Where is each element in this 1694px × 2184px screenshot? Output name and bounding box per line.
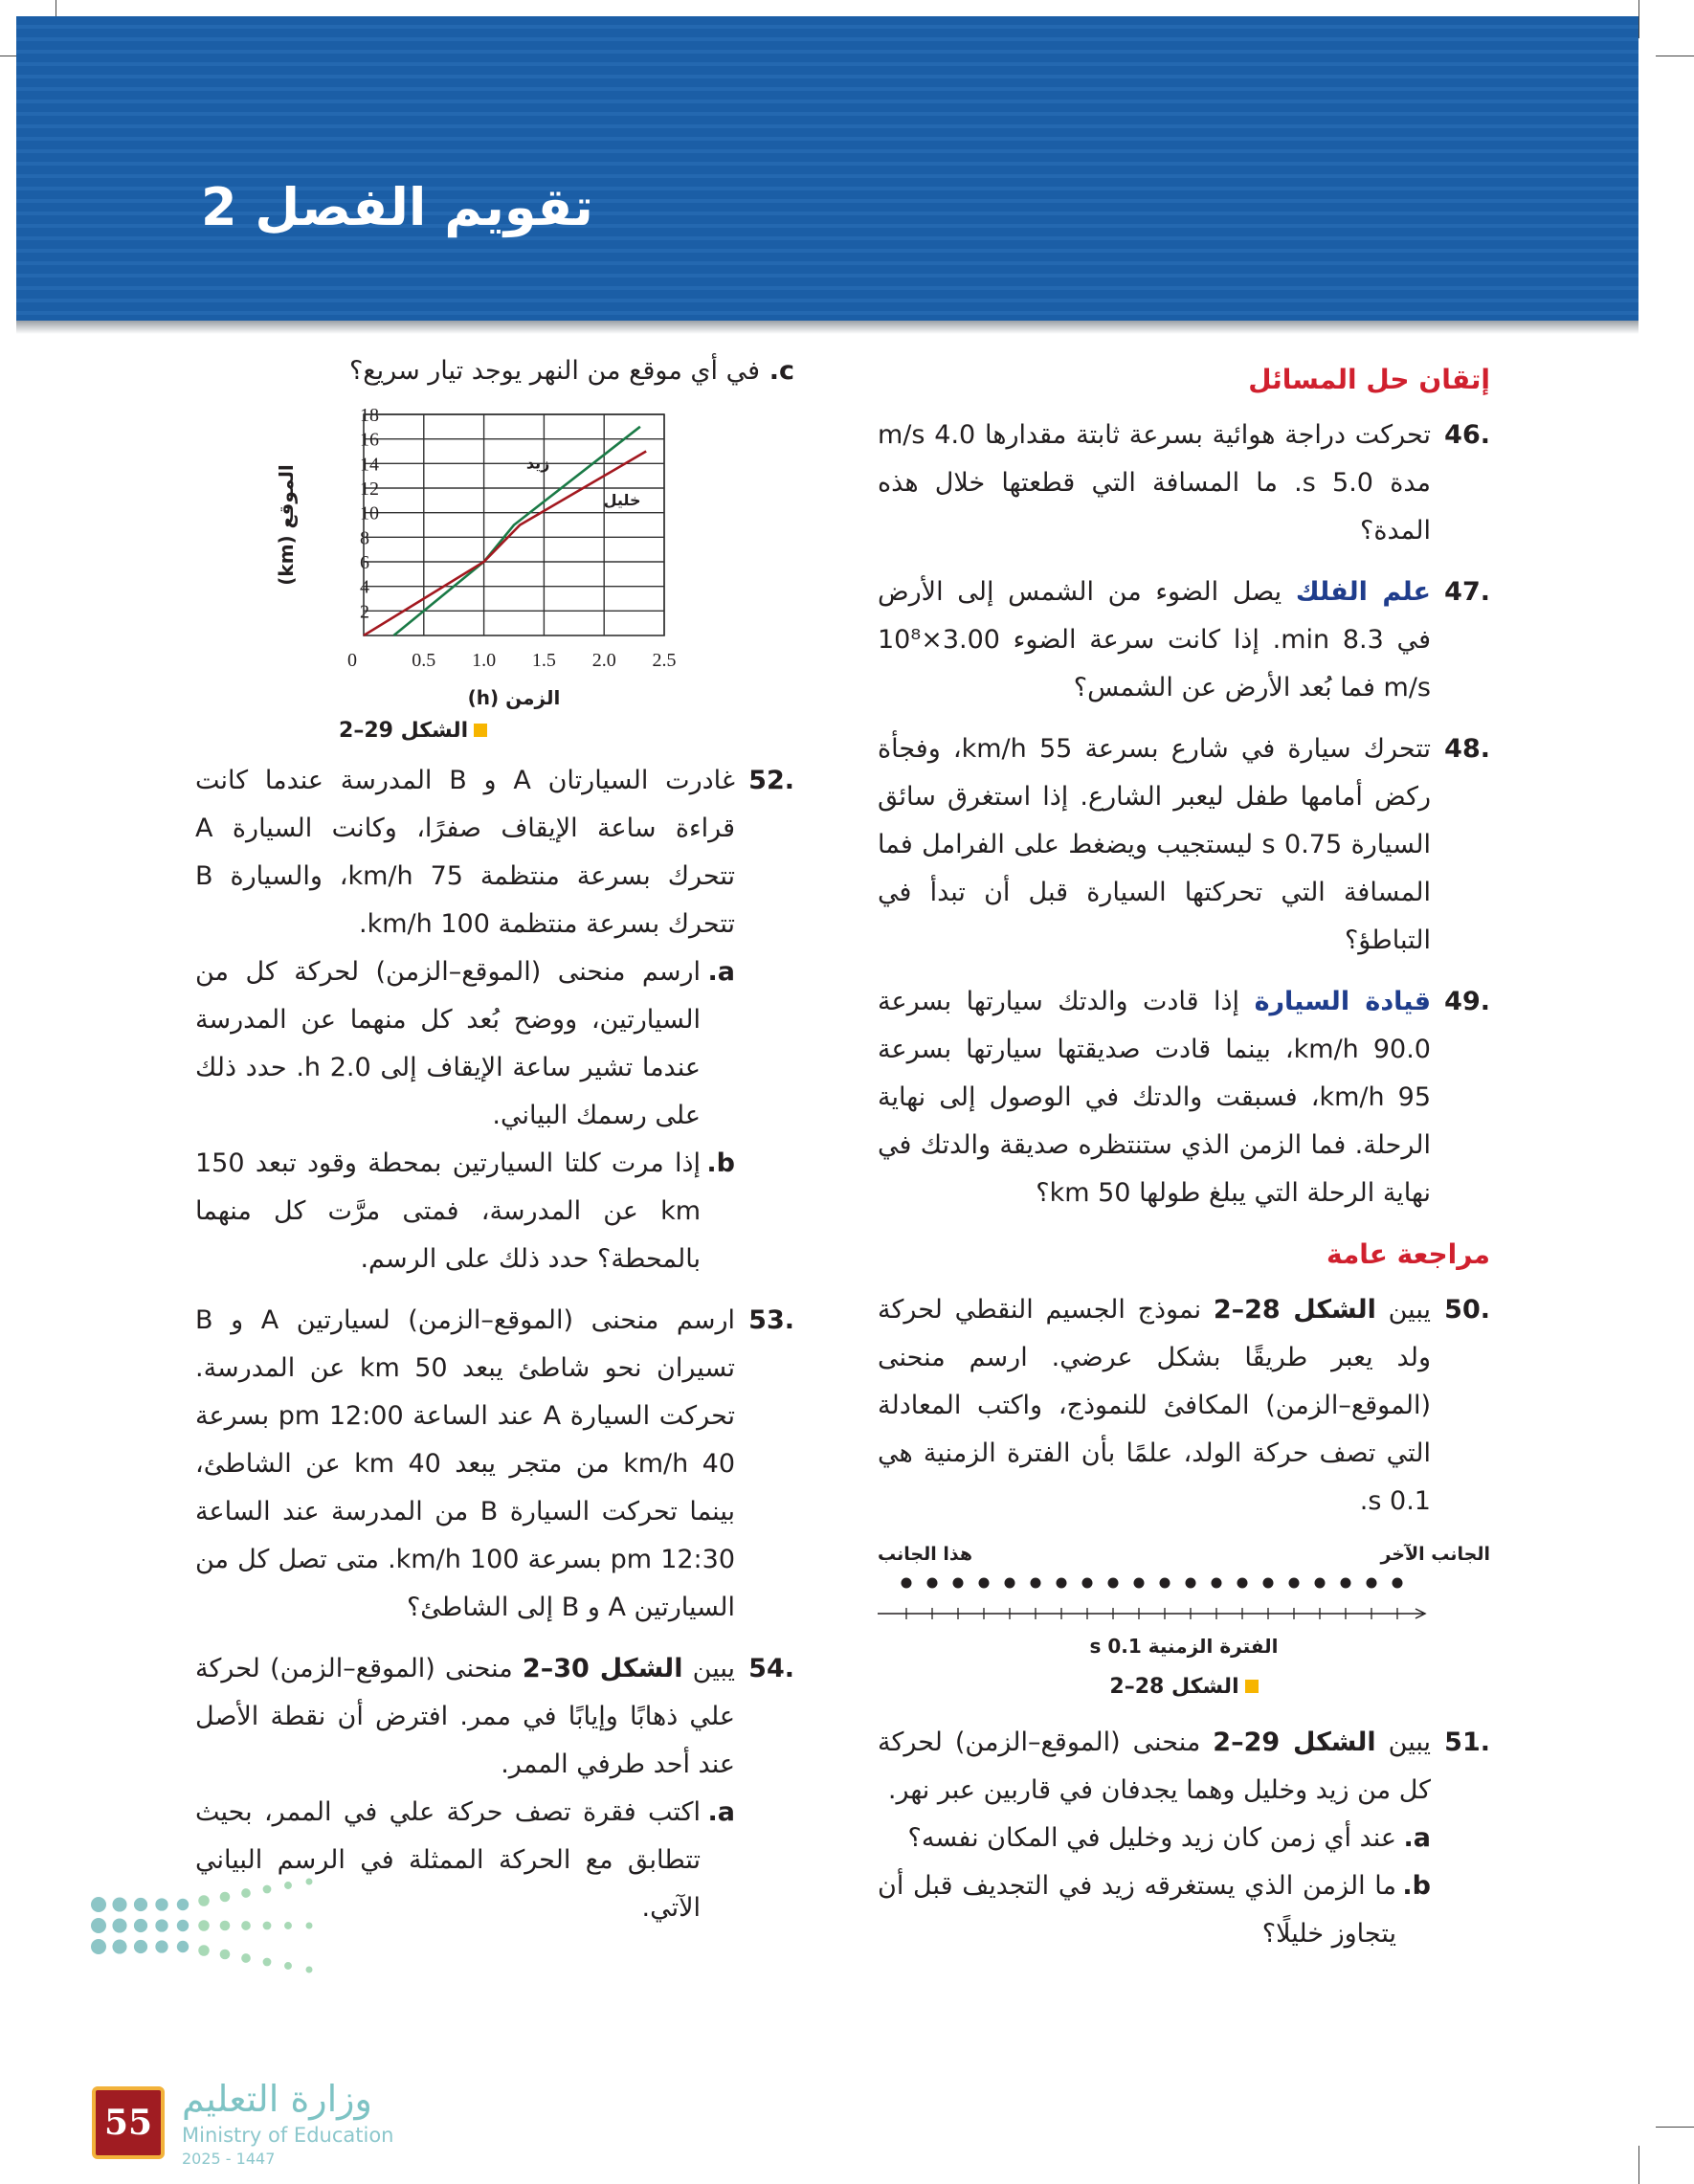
position-dot <box>1393 1578 1403 1589</box>
logo-dot <box>220 1950 231 1960</box>
sub-label: a. <box>1403 1823 1431 1853</box>
logo-dot <box>241 1953 251 1963</box>
question-number: 50. <box>1444 1295 1490 1325</box>
position-dot <box>953 1578 964 1589</box>
sub-label: b. <box>706 1148 735 1178</box>
question-number: 51. <box>1444 1727 1490 1757</box>
question-body: يبين <box>1375 1295 1431 1325</box>
position-dot <box>1057 1578 1067 1589</box>
fig28-right-label: الجانب الآخر <box>1380 1544 1490 1565</box>
fig28-interval-label: الفترة الزمنية 0.1 s <box>1089 1635 1279 1658</box>
question-text <box>878 1719 1490 1815</box>
logo-dot <box>112 1939 126 1953</box>
question-body: نموذج الجسيم النقطي لحركة ولد يعبر طريقًا بشكل عرضي. ارسم منحنى (الموقع–الزمن) المكافئ للنموذج، واكتب المعادلة التي تصف حركة الولد، علمًا بأن الفترة الزمنية هي 0.1 s. <box>878 1295 1431 1516</box>
sub-text: إذا مرت كلتا السيارتين بمحطة وقود تبعد 150 km عن المدرسة، فمتى مرَّت كل منهما بالمحطة؟ حدد ذلك على الرسم. <box>195 1148 701 1274</box>
fig28-labels <box>878 1541 1490 1568</box>
question-52a <box>195 948 794 1140</box>
sub-label: a. <box>707 1797 735 1827</box>
y-tick-label: 8 <box>360 527 369 549</box>
y-tick-label: 4 <box>360 576 369 598</box>
x-axis-label: الزمن (h) <box>467 686 561 709</box>
header-shadow <box>16 321 1638 334</box>
sub-label: a. <box>707 957 735 987</box>
position-dot <box>1237 1578 1248 1589</box>
position-dot <box>979 1578 990 1589</box>
question-body: منحنى (الموقع–الزمن) لحركة علي ذهابًا وإيابًا في ممر. افترض أن نقطة الأصل عند أحد طرفي الممر. <box>195 1654 735 1779</box>
question-body: يصل الضوء من الشمس إلى الأرض في 8.3 min. إذا كانت سرعة الضوء 3.00×10⁸ m/s فما بُعد الأرض عن الشمس؟ <box>878 577 1431 702</box>
chapter-header-band <box>16 16 1638 321</box>
logo-dot <box>112 1897 126 1911</box>
question-51a <box>878 1815 1490 1862</box>
logo-dot <box>177 1941 189 1952</box>
logo-dot <box>91 1918 106 1933</box>
question-text <box>195 1645 794 1789</box>
question-text: تتحرك سيارة في شارع بسرعة 55 km/h، وفجأة ركض أمامها طفل ليعبر الشارع. إذا استغرق سائق السيارة 0.75 s ليستجيب ويضغط على الفرامل فما المسافة التي تحركتها السيارة قبل أن تبدأ في التباطؤ؟ <box>878 734 1431 955</box>
logo-dot <box>177 1899 189 1910</box>
position-dot <box>1186 1578 1196 1589</box>
x-tick-label: 0 <box>347 650 357 671</box>
crop-mark <box>1638 0 1639 38</box>
ministry-name-arabic: وزارة التعليم <box>182 2078 372 2120</box>
position-dot <box>1341 1578 1351 1589</box>
logo-dot <box>134 1919 147 1932</box>
question-49 <box>878 978 1490 1217</box>
page-title: تقويم الفصل 2 <box>201 177 593 237</box>
question-50 <box>878 1286 1490 1526</box>
figure-reference: الشكل 28–2 <box>1213 1295 1376 1325</box>
question-body: منحنى (الموقع–الزمن) لحركة كل من زيد وخليل وهما يجدفان في قاربين عبر نهر. <box>878 1727 1431 1805</box>
question-53 <box>195 1297 794 1632</box>
section-heading-general-review: مراجعة عامة <box>1326 1238 1490 1270</box>
x-tick-label: 2.0 <box>591 650 616 671</box>
question-number: 52. <box>748 766 794 795</box>
logo-dot <box>155 1940 167 1952</box>
logo-dot <box>284 1962 292 1970</box>
position-dot <box>1289 1578 1300 1589</box>
question-body: يبين <box>1375 1727 1432 1757</box>
position-dot <box>1031 1578 1041 1589</box>
sub-label: b. <box>1402 1871 1431 1901</box>
logo-dot <box>198 1945 210 1956</box>
question-54 <box>195 1645 794 1932</box>
sub-text: ما الزمن الذي يستغرقه زيد في التجديف قبل أن يتجاوز خليلًا؟ <box>878 1871 1396 1949</box>
question-52 <box>195 757 794 1283</box>
question-51b <box>878 1862 1490 1958</box>
question-text <box>878 978 1490 1217</box>
x-tick-label: 1.5 <box>531 650 556 671</box>
question-text: ارسم منحنى (الموقع–الزمن) لسيارتين A و B تسيران نحو شاطئ يبعد 50 km عن المدرسة. تحركت السيارة A عند الساعة 12:00 pm بسرعة 40 km/h من متجر يبعد 40 km عن الشاطئ، بينما تحركت السيارة B من المدرسة عند الساعة 12:30 pm بسرعة 100 km/h. متى تصل كل من السيارتين A و B إلى الشاطئ؟ <box>195 1305 736 1622</box>
question-46 <box>878 412 1490 555</box>
question-body: إذا قادت والدتك سيارتها بسرعة 90.0 km/h، بينما قادت صديقتها سيارتها بسرعة 95 km/h، فسبقت والدتك في الوصول إلى نهاية الرحلة. فما الزمن الذي ستنتظره صديقة والدتك في نهاية الرحلة التي يبلغ طولها 50 km؟ <box>878 987 1431 1208</box>
logo-dot <box>112 1918 126 1932</box>
right-column <box>878 346 1490 1972</box>
logo-dot <box>177 1920 189 1931</box>
position-dot <box>1315 1578 1326 1589</box>
position-dot <box>1367 1578 1377 1589</box>
logo-dot <box>306 1967 313 1973</box>
sub-text: عند أي زمن كان زيد وخليل في المكان نفسه؟ <box>907 1823 1396 1853</box>
y-tick-label: 2 <box>360 601 369 623</box>
position-dot <box>1005 1578 1015 1589</box>
question-number: 46. <box>1444 420 1490 450</box>
sub-label: c. <box>769 356 794 386</box>
figure-28-particle-model <box>878 1568 1433 1625</box>
logo-dot <box>134 1898 147 1911</box>
question-number: 54. <box>748 1654 794 1683</box>
crop-mark <box>1656 2127 1694 2128</box>
y-tick-label: 10 <box>360 502 379 524</box>
question-number: 47. <box>1444 577 1490 607</box>
y-tick-label: 6 <box>360 552 369 573</box>
question-text: تحركت دراجة هوائية بسرعة ثابتة مقدارها 4.0 m/s مدة 5.0 s. ما المسافة التي قطعتها خلال هذه المدة؟ <box>878 420 1431 546</box>
question-number: 49. <box>1444 987 1490 1016</box>
crop-mark <box>1638 2146 1639 2184</box>
y-axis-label: الموقع (km) <box>275 464 298 586</box>
figure-reference: الشكل 29–2 <box>1213 1727 1376 1757</box>
topic-keyword: علم الفلك <box>1295 577 1431 607</box>
question-52b <box>195 1140 794 1283</box>
ministry-name-english: Ministry of Education <box>182 2124 394 2147</box>
section-heading-problem-solving: إتقان حل المسائل <box>1248 364 1490 395</box>
sub-text: ارسم منحنى (الموقع–الزمن) لحركة كل من السيارتين، ووضح بُعد كل منهما عن المدرسة عندما تشير ساعة الإيقاف إلى 2.0 h. حدد ذلك على رسمك البياني. <box>195 957 701 1130</box>
series-label-zaid: زيد <box>525 454 550 473</box>
position-dot <box>1160 1578 1170 1589</box>
y-tick-label: 14 <box>360 454 379 476</box>
logo-dot <box>91 1897 106 1912</box>
fig28-caption <box>878 1671 1490 1704</box>
topic-keyword: قيادة السيارة <box>1254 987 1432 1016</box>
fig28-left-label: هذا الجانب <box>878 1544 972 1565</box>
logo-dot <box>155 1919 167 1931</box>
caption-text: الشكل 28–2 <box>1109 1675 1239 1699</box>
question-48 <box>878 725 1490 965</box>
sub-text: في أي موقع من النهر يوجد تيار سريع؟ <box>348 356 760 386</box>
position-dot <box>1108 1578 1119 1589</box>
figure-reference: الشكل 30–2 <box>522 1654 683 1683</box>
x-tick-label: 1.0 <box>472 650 497 671</box>
caption-text: الشكل 29–2 <box>339 719 469 743</box>
question-body: يبين <box>682 1654 735 1683</box>
left-column <box>195 347 794 1946</box>
x-tick-label: 0.5 <box>412 650 436 671</box>
question-number: 48. <box>1444 734 1490 764</box>
sub-text: اكتب فقرة تصف حركة علي في الممر، بحيث تتطابق مع الحركة الممثلة في الرسم البياني الآتي. <box>195 1797 701 1923</box>
caption-square-icon <box>474 724 487 737</box>
question-54a <box>195 1789 794 1932</box>
position-dot <box>1134 1578 1145 1589</box>
position-dot <box>1082 1578 1093 1589</box>
position-dot <box>1212 1578 1222 1589</box>
caption-square-icon <box>1245 1680 1259 1693</box>
position-dot <box>1263 1578 1274 1589</box>
logo-dot <box>134 1940 147 1953</box>
question-text <box>878 1286 1490 1526</box>
fig29-caption <box>195 715 794 747</box>
page-number: 55 <box>92 2086 165 2159</box>
y-tick-label: 18 <box>360 405 379 426</box>
question-text: غادرت السيارتان A و B المدرسة عندما كانت قراءة ساعة الإيقاف صفرًا، وكانت السيارة A تتحرك بسرعة منتظمة 75 km/h، والسيارة B تتحرك بسرعة منتظمة 100 km/h. <box>195 766 735 939</box>
y-tick-label: 16 <box>360 429 379 451</box>
logo-dot <box>155 1898 167 1910</box>
question-text <box>878 568 1490 712</box>
ministry-year: 2025 - 1447 <box>182 2150 276 2168</box>
question-51c <box>195 347 794 395</box>
y-tick-label: 12 <box>360 479 379 500</box>
series-label-khalil: خليل <box>603 490 641 509</box>
logo-dot <box>263 1958 272 1967</box>
position-dot <box>927 1578 938 1589</box>
question-47 <box>878 568 1490 712</box>
position-dot <box>902 1578 912 1589</box>
logo-dot <box>91 1939 106 1954</box>
series-line-0 <box>393 427 639 635</box>
question-51 <box>878 1719 1490 1958</box>
figure-29-position-time-chart <box>272 399 693 715</box>
question-number: 53. <box>748 1305 794 1335</box>
x-tick-label: 2.5 <box>652 650 677 671</box>
